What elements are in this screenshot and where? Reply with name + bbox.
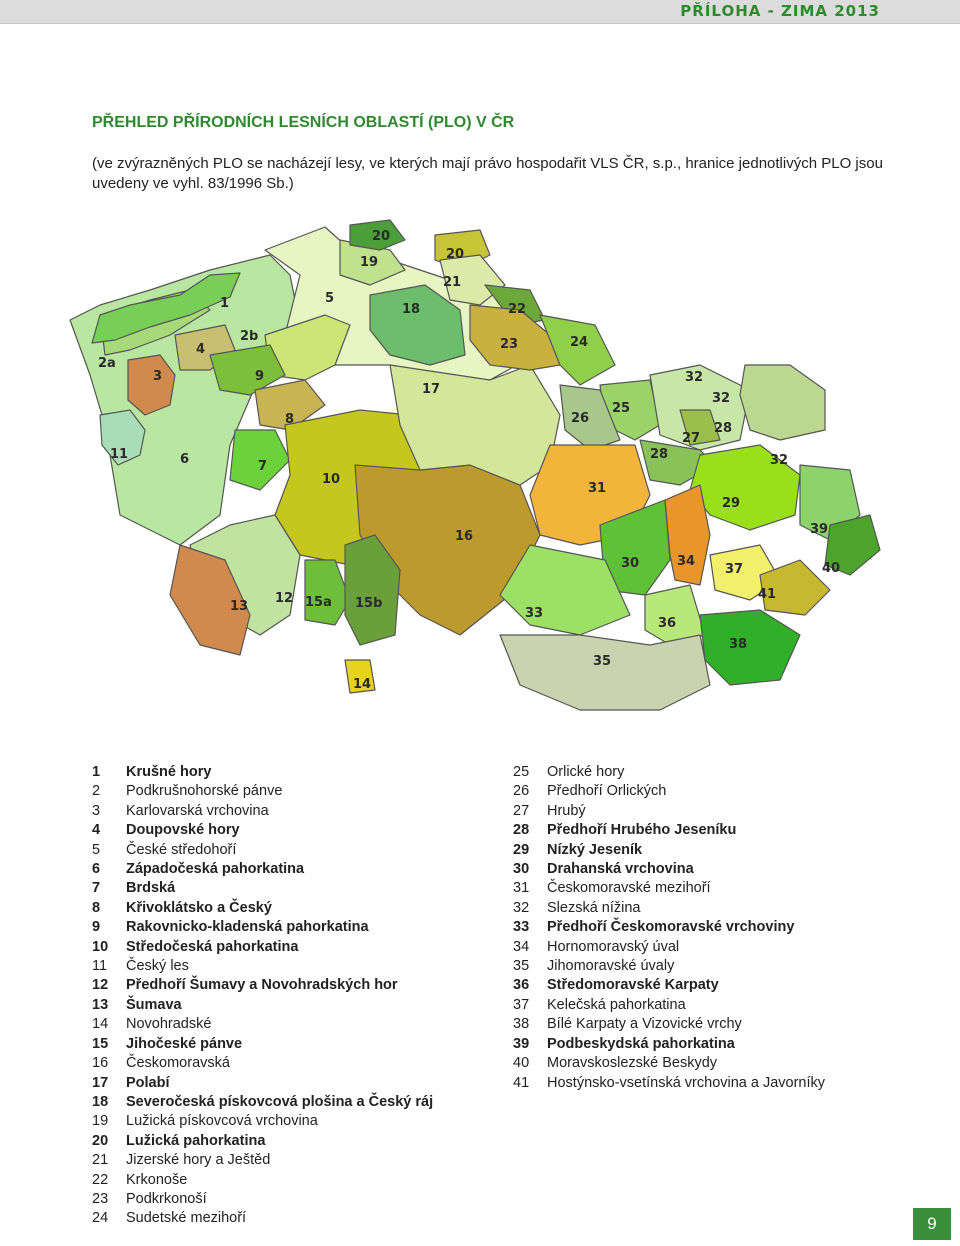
legend-item-number: 37	[513, 996, 530, 1013]
legend-item-name: Polabí	[126, 1074, 170, 1091]
legend-right	[513, 763, 913, 1093]
region-label-35: 35	[593, 654, 612, 669]
legend-item-name: Hrubý	[547, 802, 586, 819]
region-label-26: 26	[571, 411, 590, 426]
legend-item	[92, 976, 492, 995]
legend-item	[513, 899, 913, 918]
legend-item-number: 11	[92, 958, 108, 975]
region-label-39: 39	[810, 522, 829, 537]
region-label-17: 17	[422, 382, 441, 397]
region-label-7: 7	[258, 459, 268, 474]
legend-item-name: Podkrušnohorské pánve	[126, 783, 283, 800]
legend-item-number: 36	[513, 977, 530, 994]
legend-item	[92, 899, 492, 918]
region-label-36: 36	[658, 616, 677, 631]
legend-item-number: 39	[513, 1035, 530, 1052]
region-label-38: 38	[729, 637, 748, 652]
legend-item-name: Orlické hory	[547, 764, 625, 780]
legend-item	[92, 1209, 492, 1228]
region-label-25: 25	[612, 401, 631, 416]
legend-item-number: 5	[92, 841, 101, 858]
region-label-18: 18	[402, 302, 421, 317]
legend-item-number: 33	[513, 919, 530, 936]
legend-item-name: Český les	[126, 958, 189, 975]
forest-regions-map	[60, 215, 910, 715]
legend-item-name: Lužická pahorkatina	[126, 1132, 266, 1149]
legend-item-number: 9	[92, 919, 101, 936]
legend-item-name: Brdská	[126, 880, 176, 897]
legend-item	[513, 860, 913, 879]
legend-item	[92, 1035, 492, 1054]
legend-item-number: 24	[92, 1210, 109, 1227]
legend-item-name: Českomoravské mezihoří	[547, 880, 711, 897]
legend-item-number: 25	[513, 764, 530, 780]
legend-item	[513, 821, 913, 840]
legend-item	[513, 763, 913, 782]
legend-item-name: Předhoří Hrubého Jeseníku	[547, 822, 737, 839]
legend-item-number: 29	[513, 841, 530, 858]
legend-item	[513, 802, 913, 821]
legend-item-name: Novohradské	[126, 1016, 212, 1033]
region-label-13: 13	[230, 599, 249, 614]
legend-item-number: 3	[92, 802, 101, 819]
legend-item-name: Českomoravská	[126, 1055, 230, 1072]
legend-item-number: 17	[92, 1074, 109, 1091]
legend-item	[92, 763, 492, 782]
legend-item-number: 20	[92, 1132, 109, 1149]
legend-item	[92, 1132, 492, 1151]
region-label-34: 34	[677, 554, 696, 569]
legend-item	[92, 841, 492, 860]
legend-item-number: 32	[513, 899, 530, 916]
region-label-23: 23	[500, 337, 519, 352]
legend-item	[513, 1035, 913, 1054]
legend-item	[513, 879, 913, 898]
legend-item-name: Šumava	[126, 996, 182, 1013]
region-label-27: 27	[682, 431, 701, 446]
legend-item-number: 1	[92, 764, 101, 780]
region-label-32b: 32	[712, 391, 731, 406]
region-label-40: 40	[822, 561, 841, 576]
legend-item-number: 26	[513, 783, 530, 800]
region-label-11: 11	[110, 447, 129, 462]
region-label-4: 4	[196, 342, 206, 357]
legend-item-number: 38	[513, 1016, 530, 1033]
legend-item-number: 35	[513, 958, 530, 975]
legend-item-number: 16	[92, 1055, 109, 1072]
legend-item	[92, 1190, 492, 1209]
page-number: 9	[913, 1208, 951, 1240]
legend-item-name: Předhoří Českomoravské vrchoviny	[547, 919, 795, 936]
region-label-9: 9	[255, 369, 265, 384]
legend-item	[513, 976, 913, 995]
legend-item-number: 41	[513, 1074, 530, 1091]
legend-item	[92, 1015, 492, 1034]
region-label-21: 21	[443, 275, 462, 290]
legend-item-name: Podbeskydská pahorkatina	[547, 1035, 735, 1052]
region-label-28: 28	[714, 421, 733, 436]
legend-item	[92, 938, 492, 957]
legend-item	[513, 1015, 913, 1034]
region-label-5: 5	[325, 291, 335, 306]
region-label-28b: 28	[650, 447, 669, 462]
legend-item	[513, 841, 913, 860]
region-label-29: 29	[722, 496, 741, 511]
map-svg	[60, 215, 910, 715]
region-label-22: 22	[508, 302, 527, 317]
legend-item-name: Hostýnsko-vsetínská vrchovina a Javorníky	[547, 1074, 826, 1091]
legend-item	[92, 918, 492, 937]
region-label-31: 31	[588, 481, 607, 496]
region-label-30: 30	[621, 556, 640, 571]
legend-item-number: 6	[92, 861, 101, 878]
legend-item	[513, 996, 913, 1015]
region-label-1: 1	[220, 296, 230, 311]
legend-item-number: 27	[513, 802, 530, 819]
page-title: PŘEHLED PŘÍRODNÍCH LESNÍCH OBLASTÍ (PLO) V ČR	[92, 114, 515, 131]
legend-item-number: 19	[92, 1113, 109, 1130]
legend-item-name: Severočeská pískovcová plošina a Český ráj	[126, 1093, 434, 1110]
legend-item-number: 21	[92, 1152, 109, 1169]
region-label-20b: 20	[446, 247, 465, 262]
region-label-37: 37	[725, 562, 744, 577]
region-label-14: 14	[353, 677, 372, 692]
region-label-2b: 2b	[240, 329, 259, 344]
legend-item	[513, 782, 913, 801]
legend-item	[92, 1093, 492, 1112]
map-region	[665, 485, 710, 585]
legend-item-name: Moravskoslezské Beskydy	[547, 1055, 718, 1072]
region-label-8: 8	[285, 412, 295, 427]
legend-item-number: 8	[92, 899, 101, 916]
legend-item-number: 15	[92, 1035, 109, 1052]
legend-item	[513, 1074, 913, 1093]
legend-item	[92, 957, 492, 976]
page-subtitle: (ve zvýrazněných PLO se nacházejí lesy, ve kterých mají právo hospodařit VLS ČR, s.p., hranice jednotlivých PLO jsou uvedeny ve vyhl. 83/1996 Sb.)	[92, 155, 883, 192]
map-region	[500, 635, 710, 710]
header-band	[0, 0, 960, 24]
legend-item-number: 2	[92, 783, 101, 800]
legend-item-name: Doupovské hory	[126, 822, 240, 839]
legend-item-number: 34	[513, 938, 530, 955]
legend-item-name: Jizerské hory a Ještěd	[126, 1152, 271, 1169]
legend-item-name: Podkrkonoší	[126, 1190, 207, 1207]
region-label-15b: 15b	[355, 596, 383, 611]
legend-item-name: Nízký Jeseník	[547, 841, 643, 858]
legend-item	[513, 918, 913, 937]
legend-item-name: Středočeská pahorkatina	[126, 938, 299, 955]
legend-item-number: 14	[92, 1016, 109, 1033]
region-label-12: 12	[275, 591, 294, 606]
legend-item	[92, 879, 492, 898]
legend-item	[92, 1112, 492, 1131]
legend-item-name: Jihomoravské úvaly	[547, 958, 675, 975]
legend-item	[92, 1074, 492, 1093]
legend-item	[92, 802, 492, 821]
legend-item-name: Jihočeské pánve	[126, 1035, 243, 1052]
legend-item	[92, 782, 492, 801]
legend-item-number: 4	[92, 822, 101, 839]
legend-item-number: 22	[92, 1171, 109, 1188]
legend-item-name: Bílé Karpaty a Vizovické vrchy	[547, 1016, 742, 1033]
legend-item	[92, 821, 492, 840]
region-label-15a: 15a	[305, 595, 332, 610]
region-label-24: 24	[570, 335, 589, 350]
legend-item-name: České středohoří	[126, 841, 237, 858]
region-label-10: 10	[322, 472, 341, 487]
section-label: PŘÍLOHA - ZIMA 2013	[680, 2, 880, 20]
region-label-16: 16	[455, 529, 474, 544]
legend-item-number: 28	[513, 822, 530, 839]
legend-item-number: 7	[92, 880, 101, 897]
legend-item-number: 40	[513, 1055, 530, 1072]
legend-item-name: Krkonoše	[126, 1171, 188, 1188]
legend-item	[513, 1054, 913, 1073]
region-label-6: 6	[180, 452, 190, 467]
legend-item-name: Lužická pískovcová vrchovina	[126, 1113, 318, 1130]
region-label-3: 3	[153, 369, 163, 384]
legend-item-name: Křivoklátsko a Český	[126, 899, 272, 916]
region-label-20: 20	[372, 229, 391, 244]
legend-item-number: 18	[92, 1093, 109, 1110]
legend-item-number: 10	[92, 938, 109, 955]
legend-item-name: Rakovnicko-kladenská pahorkatina	[126, 919, 369, 936]
region-label-32: 32	[685, 370, 704, 385]
legend-item-name: Předhoří Orlických	[547, 783, 667, 800]
region-label-41: 41	[758, 587, 777, 602]
legend-item	[92, 1054, 492, 1073]
legend-item	[92, 996, 492, 1015]
map-region	[305, 560, 350, 625]
legend-item-name: Středomoravské Karpaty	[547, 977, 719, 994]
legend-item-name: Západočeská pahorkatina	[126, 861, 305, 878]
legend-item	[92, 1171, 492, 1190]
legend-left	[92, 763, 492, 1229]
legend-item-name: Sudetské mezihoří	[126, 1210, 247, 1227]
legend-item-number: 23	[92, 1190, 109, 1207]
region-label-32c: 32	[770, 453, 789, 468]
region-label-33: 33	[525, 606, 544, 621]
map-region	[700, 610, 800, 685]
map-region	[740, 365, 825, 440]
legend-item	[513, 957, 913, 976]
legend-item-name: Slezská nížina	[547, 899, 641, 916]
legend-item-number: 12	[92, 977, 109, 994]
region-label-2a: 2a	[98, 356, 116, 371]
legend-item-name: Karlovarská vrchovina	[126, 802, 269, 819]
legend-item-number: 31	[513, 880, 530, 897]
legend-item	[92, 860, 492, 879]
legend-item	[92, 1151, 492, 1170]
legend-item-name: Krušné hory	[126, 764, 212, 780]
legend-item-name: Hornomoravský úval	[547, 938, 680, 955]
legend-item-number: 13	[92, 996, 109, 1013]
legend-item-name: Kelečská pahorkatina	[547, 996, 686, 1013]
legend-item	[513, 938, 913, 957]
legend-item-name: Drahanská vrchovina	[547, 861, 694, 878]
region-label-19: 19	[360, 255, 379, 270]
legend-item-number: 30	[513, 861, 530, 878]
legend-item-name: Předhoří Šumavy a Novohradských hor	[126, 977, 398, 994]
